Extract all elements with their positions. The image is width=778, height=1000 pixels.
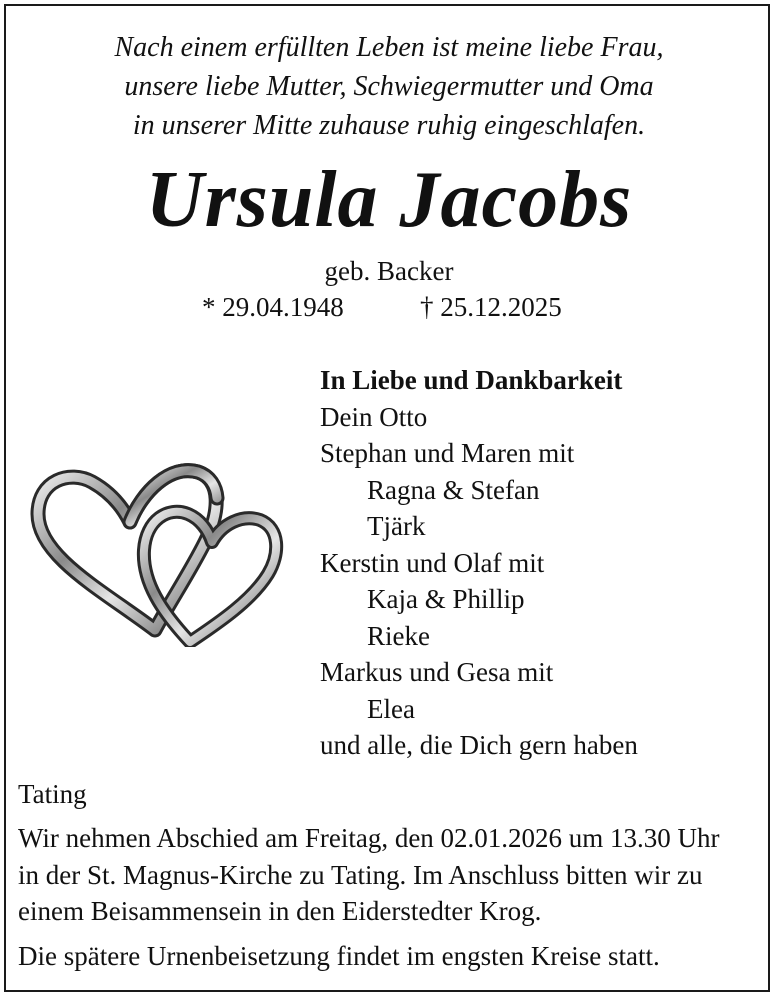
intro-line: Nach einem erfüllten Leben ist meine liebe Frau, <box>114 32 664 63</box>
family-line: Kaja & Phillip <box>367 584 525 614</box>
ceremony-line: Wir nehmen Abschied am Freitag, den 02.01.2026 um 13.30 Uhr <box>18 823 720 853</box>
ceremony-line: einem Beisammensein in den Eiderstedter Krog. <box>18 896 542 926</box>
family-heading: In Liebe und Dankbarkeit <box>320 365 623 395</box>
family-line: Kerstin und Olaf mit <box>320 547 545 578</box>
ceremony-line: in der St. Magnus-Kirche zu Tating. Im Anschluss bitten wir zu <box>18 859 703 890</box>
family-line: und alle, die Dich gern haben <box>320 730 638 760</box>
intro-line: in unserer Mitte zuhause ruhig eingeschlafen. <box>132 110 646 141</box>
family-list <box>320 362 760 764</box>
life-dates <box>0 290 778 324</box>
family-line: Tjärk <box>367 511 426 541</box>
ceremony-text <box>18 820 768 930</box>
birth-date: * 29.04.1948 <box>202 292 344 322</box>
family-line: Stephan und Maren mit <box>320 438 575 468</box>
deceased-name: Ursula Jacobs <box>145 156 633 244</box>
death-date: † 25.12.2025 <box>420 292 562 322</box>
family-line: Rieke <box>367 620 430 651</box>
family-line: Ragna & Stefan <box>367 474 540 505</box>
intro-text <box>0 28 778 145</box>
family-line: Elea <box>367 693 415 724</box>
intertwined-hearts-icon <box>30 462 285 647</box>
place: Tating <box>18 779 87 809</box>
birth-name: geb. Backer <box>324 256 454 286</box>
intro-line: unsere liebe Mutter, Schwiegermutter und Oma <box>124 71 654 102</box>
urn-note: Die spätere Urnenbeisetzung findet im engsten Kreise statt. <box>18 941 660 971</box>
family-line: Markus und Gesa mit <box>320 657 554 687</box>
family-line: Dein Otto <box>320 401 428 432</box>
